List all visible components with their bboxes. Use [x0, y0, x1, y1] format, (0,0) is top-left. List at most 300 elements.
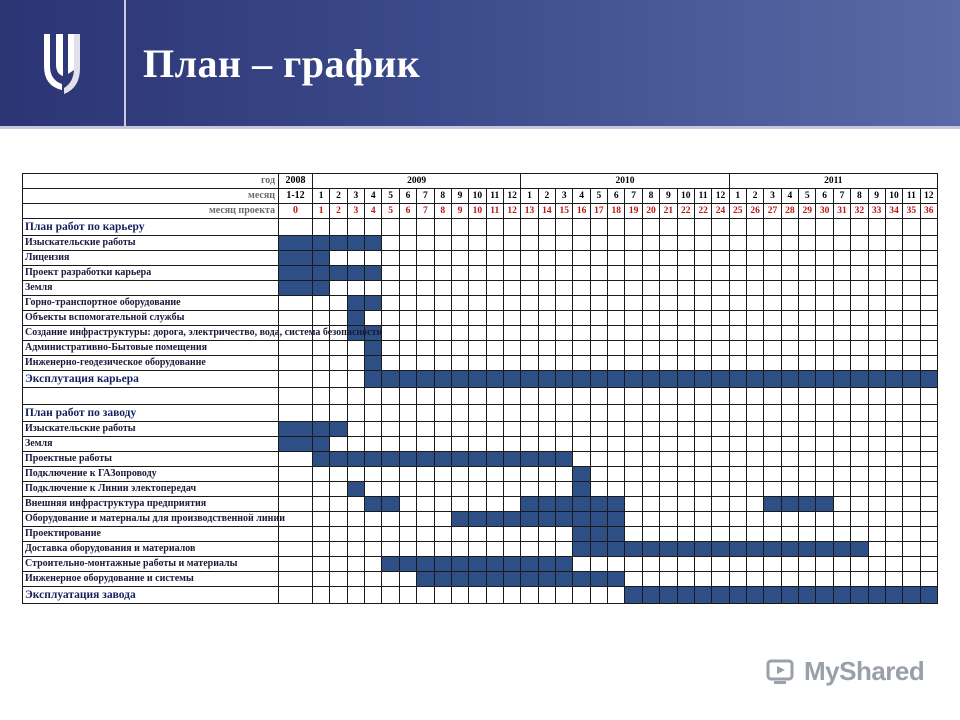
gantt-cell	[903, 497, 920, 512]
gantt-cell	[486, 236, 503, 251]
gantt-cell	[503, 482, 520, 497]
task-label-text: Подключение к ГАЗопроводу	[25, 468, 157, 479]
gantt-cell	[729, 405, 746, 422]
gantt-cell	[833, 236, 850, 251]
gantt-cell	[382, 587, 399, 604]
month-cell: 28	[781, 204, 798, 219]
gantt-cell	[920, 219, 937, 236]
year-cell: 2010	[521, 174, 729, 189]
gantt-cell	[451, 356, 468, 371]
gantt-cell	[330, 281, 347, 296]
gantt-cell	[816, 326, 833, 341]
gantt-cell	[885, 572, 902, 587]
gantt-bar-cell	[625, 371, 642, 388]
gantt-cell	[382, 281, 399, 296]
gantt-bar-cell	[729, 542, 746, 557]
gantt-cell	[608, 388, 625, 405]
gantt-cell	[816, 251, 833, 266]
task-label	[23, 497, 279, 512]
gantt-cell	[382, 542, 399, 557]
gantt-cell	[521, 388, 538, 405]
gantt-cell	[764, 557, 781, 572]
gantt-cell	[538, 437, 555, 452]
gantt-cell	[347, 422, 364, 437]
task-label	[23, 371, 279, 388]
gantt-cell	[382, 527, 399, 542]
gantt-cell	[868, 557, 885, 572]
task-label	[23, 266, 279, 281]
gantt-cell	[764, 467, 781, 482]
task-label-text: Административно-Бытовые помещения	[25, 342, 208, 353]
gantt-cell	[347, 405, 364, 422]
gantt-cell	[365, 311, 382, 326]
month-cell: 4	[365, 204, 382, 219]
gantt-cell	[486, 251, 503, 266]
gantt-cell	[885, 281, 902, 296]
header-row-project-month	[23, 204, 938, 219]
gantt-bar-cell	[833, 587, 850, 604]
gantt-cell	[816, 572, 833, 587]
gantt-cell	[486, 326, 503, 341]
gantt-cell	[399, 422, 416, 437]
gantt-cell	[764, 512, 781, 527]
gantt-cell	[486, 405, 503, 422]
gantt-bar-cell	[365, 236, 382, 251]
gantt-cell	[833, 326, 850, 341]
gantt-cell	[538, 266, 555, 281]
gantt-cell	[382, 467, 399, 482]
gantt-cell	[399, 356, 416, 371]
gantt-bar-cell	[417, 572, 434, 587]
gantt-cell	[556, 482, 573, 497]
gantt-cell	[625, 405, 642, 422]
month-cell: 21	[660, 204, 677, 219]
gantt-cell	[382, 388, 399, 405]
month-cell: 10	[677, 189, 694, 204]
gantt-cell	[660, 422, 677, 437]
month-cell: 24	[712, 204, 729, 219]
gantt-cell	[365, 251, 382, 266]
gantt-cell	[694, 219, 711, 236]
gantt-cell	[868, 452, 885, 467]
task-label-text: Земля	[25, 438, 53, 449]
gantt-cell	[451, 281, 468, 296]
gantt-cell	[816, 219, 833, 236]
gantt-cell	[764, 452, 781, 467]
gantt-cell	[729, 341, 746, 356]
gantt-cell	[503, 422, 520, 437]
gantt-cell	[885, 512, 902, 527]
gantt-cell	[903, 512, 920, 527]
gantt-bar-cell	[573, 371, 590, 388]
gantt-cell	[399, 296, 416, 311]
gantt-cell	[625, 497, 642, 512]
slide-header	[0, 0, 960, 126]
gantt-bar-cell	[417, 452, 434, 467]
gantt-cell	[608, 236, 625, 251]
task-label-text: Горно-транспортное оборудование	[25, 297, 181, 308]
gantt-cell	[608, 219, 625, 236]
gantt-cell	[694, 236, 711, 251]
gantt-bar-cell	[313, 251, 330, 266]
gantt-cell	[451, 341, 468, 356]
gantt-cell	[868, 422, 885, 437]
gantt-bar-cell	[365, 341, 382, 356]
gantt-bar-cell	[347, 266, 364, 281]
month-cell: 4	[781, 189, 798, 204]
gantt-cell	[503, 405, 520, 422]
gantt-bar-cell	[608, 497, 625, 512]
gantt-cell	[399, 467, 416, 482]
gantt-cell	[642, 341, 659, 356]
gantt-bar-cell	[365, 356, 382, 371]
gantt-cell	[677, 405, 694, 422]
gantt-cell	[868, 405, 885, 422]
task-row	[23, 572, 938, 587]
gantt-cell	[868, 281, 885, 296]
gantt-cell	[660, 467, 677, 482]
gantt-cell	[729, 437, 746, 452]
gantt-cell	[903, 467, 920, 482]
gantt-cell	[556, 422, 573, 437]
gantt-bar-cell	[573, 467, 590, 482]
gantt-cell	[417, 497, 434, 512]
gantt-cell	[313, 527, 330, 542]
gantt-cell	[538, 236, 555, 251]
gantt-cell	[677, 467, 694, 482]
gantt-bar-cell	[313, 422, 330, 437]
gantt-bar-cell	[279, 251, 313, 266]
gantt-cell	[868, 219, 885, 236]
gantt-cell	[920, 266, 937, 281]
gantt-cell	[279, 388, 313, 405]
gantt-cell	[781, 219, 798, 236]
task-row	[23, 341, 938, 356]
gantt-cell	[434, 482, 451, 497]
gantt-cell	[833, 219, 850, 236]
month-cell: 10	[885, 189, 902, 204]
gantt-cell	[625, 572, 642, 587]
gantt-cell	[920, 356, 937, 371]
gantt-cell	[399, 437, 416, 452]
gantt-bar-cell	[538, 512, 555, 527]
gantt-bar-cell	[399, 557, 416, 572]
gantt-cell	[399, 572, 416, 587]
gantt-cell	[799, 266, 816, 281]
gantt-bar-cell	[503, 512, 520, 527]
gantt-cell	[746, 437, 763, 452]
gantt-cell	[694, 388, 711, 405]
gantt-cell	[903, 557, 920, 572]
gantt-cell	[399, 236, 416, 251]
gantt-cell	[885, 422, 902, 437]
gantt-bar-cell	[503, 371, 520, 388]
gantt-cell	[868, 437, 885, 452]
gantt-bar-cell	[573, 572, 590, 587]
month-cell: 26	[746, 204, 763, 219]
gantt-cell	[573, 296, 590, 311]
gantt-cell	[625, 452, 642, 467]
gantt-cell	[712, 527, 729, 542]
month-cell: 12	[712, 189, 729, 204]
gantt-cell	[365, 219, 382, 236]
gantt-cell	[781, 311, 798, 326]
gantt-cell	[694, 557, 711, 572]
gantt-cell	[781, 452, 798, 467]
month-cell: 4	[573, 189, 590, 204]
gantt-cell	[642, 467, 659, 482]
gantt-bar-cell	[608, 542, 625, 557]
gantt-cell	[279, 497, 313, 512]
task-label	[23, 356, 279, 371]
gantt-cell	[469, 542, 486, 557]
task-label	[23, 452, 279, 467]
gantt-bar-cell	[365, 296, 382, 311]
gantt-cell	[833, 512, 850, 527]
gantt-cell	[486, 482, 503, 497]
gantt-cell	[573, 251, 590, 266]
gantt-cell	[816, 527, 833, 542]
gantt-cell	[503, 251, 520, 266]
gantt-bar-cell	[382, 452, 399, 467]
gantt-cell	[799, 572, 816, 587]
gantt-cell	[608, 405, 625, 422]
gantt-cell	[712, 572, 729, 587]
gantt-cell	[330, 587, 347, 604]
gantt-cell	[382, 482, 399, 497]
gantt-bar-cell	[729, 371, 746, 388]
gantt-cell	[799, 341, 816, 356]
gantt-cell	[573, 219, 590, 236]
gantt-cell	[868, 512, 885, 527]
gantt-cell	[590, 311, 607, 326]
gantt-bar-cell	[347, 296, 364, 311]
gantt-cell	[451, 527, 468, 542]
gantt-bar-cell	[365, 497, 382, 512]
month-cell: 9	[451, 189, 468, 204]
gantt-cell	[833, 356, 850, 371]
gantt-cell	[885, 557, 902, 572]
gantt-bar-cell	[590, 572, 607, 587]
gantt-cell	[833, 405, 850, 422]
gantt-cell	[347, 497, 364, 512]
gantt-bar-cell	[556, 452, 573, 467]
gantt-cell	[556, 219, 573, 236]
month-cell: 25	[729, 204, 746, 219]
gantt-cell	[868, 527, 885, 542]
gantt-cell	[660, 266, 677, 281]
gantt-bar-cell	[469, 572, 486, 587]
gantt-cell	[417, 405, 434, 422]
gantt-cell	[903, 236, 920, 251]
gantt-cell	[434, 497, 451, 512]
gantt-cell	[590, 251, 607, 266]
gantt-cell	[868, 236, 885, 251]
gantt-cell	[451, 542, 468, 557]
gantt-cell	[469, 482, 486, 497]
month-cell: 5	[382, 189, 399, 204]
year-cell: 2011	[729, 174, 937, 189]
gantt-cell	[330, 572, 347, 587]
gantt-cell	[608, 452, 625, 467]
gantt-cell	[712, 236, 729, 251]
gantt-cell	[851, 219, 868, 236]
gantt-cell	[330, 437, 347, 452]
gantt-bar-cell	[799, 587, 816, 604]
gantt-cell	[677, 557, 694, 572]
gantt-cell	[660, 326, 677, 341]
gantt-cell	[608, 326, 625, 341]
year-cell: 2008	[279, 174, 313, 189]
gantt-cell	[399, 251, 416, 266]
gantt-cell	[365, 437, 382, 452]
gantt-cell	[729, 467, 746, 482]
gantt-cell	[694, 527, 711, 542]
gantt-bar-cell	[833, 371, 850, 388]
month-cell: 19	[625, 204, 642, 219]
gantt-cell	[556, 251, 573, 266]
section-row	[23, 405, 938, 422]
month-cell: 6	[608, 189, 625, 204]
gantt-cell	[313, 482, 330, 497]
gantt-cell	[694, 405, 711, 422]
gantt-cell	[625, 557, 642, 572]
gantt-cell	[590, 388, 607, 405]
gantt-cell	[625, 467, 642, 482]
task-label-text: Инженерное оборудование и системы	[25, 573, 194, 584]
gantt-cell	[503, 311, 520, 326]
gantt-cell	[920, 572, 937, 587]
gantt-cell	[417, 281, 434, 296]
gantt-cell	[799, 437, 816, 452]
gantt-cell	[590, 281, 607, 296]
gantt-cell	[764, 422, 781, 437]
gantt-cell	[903, 452, 920, 467]
gantt-bar-cell	[660, 587, 677, 604]
gantt-cell	[694, 251, 711, 266]
gantt-cell	[851, 341, 868, 356]
gantt-cell	[746, 497, 763, 512]
month-cell: 3	[764, 189, 781, 204]
header-row-month	[23, 189, 938, 204]
gantt-cell	[781, 437, 798, 452]
gantt-bar-cell	[313, 266, 330, 281]
gantt-bar-cell	[486, 512, 503, 527]
gantt-cell	[660, 512, 677, 527]
gantt-cell	[434, 587, 451, 604]
gantt-cell	[486, 281, 503, 296]
gantt-cell	[608, 422, 625, 437]
gantt-cell	[694, 341, 711, 356]
gantt-bar-cell	[851, 371, 868, 388]
gantt-bar-cell	[590, 527, 607, 542]
gantt-cell	[746, 527, 763, 542]
gantt-bar-cell	[486, 371, 503, 388]
gantt-bar-cell	[764, 587, 781, 604]
gantt-cell	[330, 356, 347, 371]
month-cell: 20	[642, 204, 659, 219]
gantt-bar-cell	[590, 512, 607, 527]
gantt-bar-cell	[799, 542, 816, 557]
gantt-cell	[503, 437, 520, 452]
gantt-bar-cell	[590, 542, 607, 557]
gantt-cell	[799, 422, 816, 437]
month-cell: 3	[347, 204, 364, 219]
gantt-cell	[279, 452, 313, 467]
task-label	[23, 311, 279, 326]
gantt-cell	[469, 311, 486, 326]
gantt-bar-cell	[469, 512, 486, 527]
gantt-bar-cell	[365, 266, 382, 281]
gantt-bar-cell	[434, 371, 451, 388]
gantt-cell	[590, 422, 607, 437]
gantt-cell	[799, 405, 816, 422]
gantt-cell	[903, 542, 920, 557]
task-label	[23, 341, 279, 356]
task-label	[23, 542, 279, 557]
gantt-cell	[833, 296, 850, 311]
gantt-cell	[521, 356, 538, 371]
gantt-bar-cell	[469, 452, 486, 467]
gantt-cell	[799, 356, 816, 371]
gantt-cell	[764, 251, 781, 266]
task-label	[23, 219, 279, 236]
gantt-cell	[677, 572, 694, 587]
gantt-cell	[573, 422, 590, 437]
gantt-cell	[712, 341, 729, 356]
gantt-cell	[486, 527, 503, 542]
gantt-cell	[799, 219, 816, 236]
gantt-bar-cell	[347, 452, 364, 467]
gantt-cell	[503, 326, 520, 341]
gantt-cell	[469, 437, 486, 452]
gantt-cell	[712, 437, 729, 452]
task-label	[23, 512, 285, 527]
gantt-bar-cell	[625, 542, 642, 557]
task-label-text: Эксплутация карьера	[25, 373, 139, 385]
gantt-cell	[330, 371, 347, 388]
gantt-cell	[781, 467, 798, 482]
gantt-bar-cell	[781, 587, 798, 604]
gantt-bar-cell	[677, 587, 694, 604]
gantt-cell	[503, 219, 520, 236]
gantt-cell	[868, 251, 885, 266]
gantt-cell	[347, 542, 364, 557]
task-label-text: План работ по заводу	[25, 407, 137, 419]
gantt-cell	[469, 236, 486, 251]
gantt-cell	[781, 236, 798, 251]
gantt-cell	[573, 452, 590, 467]
gantt-cell	[781, 281, 798, 296]
gantt-cell	[365, 527, 382, 542]
month-cell: 27	[764, 204, 781, 219]
gantt-bar-cell	[660, 542, 677, 557]
gantt-cell	[642, 527, 659, 542]
gantt-cell	[573, 557, 590, 572]
gantt-cell	[677, 311, 694, 326]
gantt-cell	[538, 388, 555, 405]
gantt-cell	[729, 251, 746, 266]
gantt-cell	[451, 326, 468, 341]
gantt-cell	[469, 405, 486, 422]
gantt-cell	[469, 219, 486, 236]
gantt-cell	[469, 497, 486, 512]
gantt-cell	[920, 341, 937, 356]
gantt-cell	[521, 405, 538, 422]
task-label	[23, 236, 279, 251]
gantt-cell	[642, 388, 659, 405]
gantt-cell	[868, 311, 885, 326]
